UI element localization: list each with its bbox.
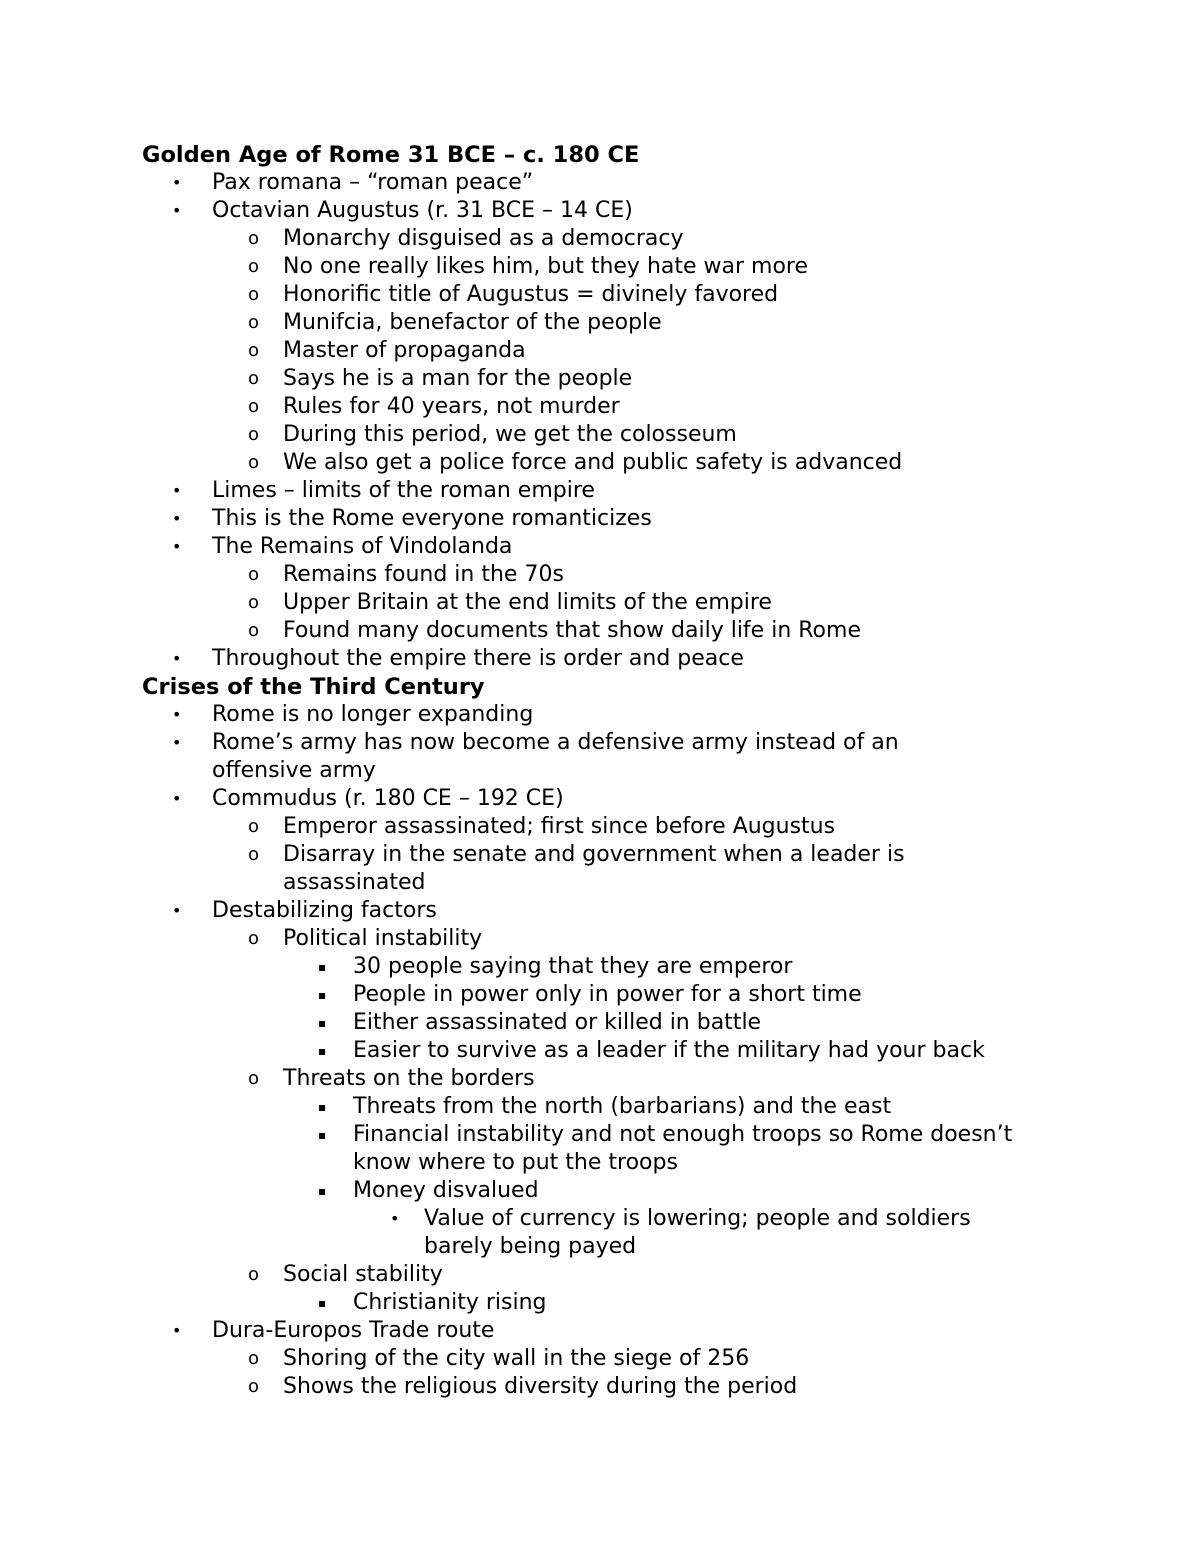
- list-item: [142, 841, 1102, 869]
- list-item-text: The Remains of Vindolanda: [212, 534, 513, 559]
- list-item-text: Rome is no longer expanding: [212, 702, 534, 727]
- list-item: [142, 197, 1102, 225]
- list-item: [142, 1261, 1102, 1289]
- square-marker-icon: ▪: [318, 1184, 327, 1198]
- list-item: [142, 729, 1102, 757]
- list-item-text: Emperor assassinated; first since before Augustus: [283, 814, 836, 839]
- circle-marker-icon: o: [248, 844, 260, 865]
- list-item: [142, 785, 1102, 813]
- circle-marker-icon: o: [248, 256, 260, 277]
- circle-marker-icon: o: [248, 1376, 260, 1397]
- list-item: [142, 1037, 1102, 1065]
- list-item: [142, 449, 1102, 477]
- list-item: [142, 1121, 1102, 1149]
- list-item-text: Value of currency is lowering; people and soldiers: [424, 1206, 971, 1231]
- bullet-marker-icon: •: [172, 201, 182, 220]
- list-item-text: barely being payed: [424, 1234, 637, 1259]
- list-item-continuation: [142, 869, 1102, 897]
- list-item-text: During this period, we get the colosseum: [283, 422, 737, 447]
- circle-marker-icon: o: [248, 1264, 260, 1285]
- list-item-text: Limes – limits of the roman empire: [212, 478, 595, 503]
- list-item: [142, 953, 1102, 981]
- list-item-text: 30 people saying that they are emperor: [353, 954, 793, 979]
- list-item-text: assassinated: [283, 870, 426, 895]
- list-item: [142, 225, 1102, 253]
- circle-marker-icon: o: [248, 816, 260, 837]
- list-item: [142, 253, 1102, 281]
- square-marker-icon: ▪: [318, 1296, 327, 1310]
- list-item-text: know where to put the troops: [353, 1150, 678, 1175]
- list-item: [142, 561, 1102, 589]
- square-marker-icon: ▪: [318, 1100, 327, 1114]
- list-item-text: Destabilizing factors: [212, 898, 437, 923]
- document-page: [142, 141, 1102, 1401]
- list-item-text: We also get a police force and public safety is advanced: [283, 450, 903, 475]
- list-item-text: Upper Britain at the end limits of the empire: [283, 590, 772, 615]
- list-item: [142, 533, 1102, 561]
- list-item-text: Financial instability and not enough troops so Rome doesn’t: [353, 1122, 1013, 1147]
- square-marker-icon: ▪: [318, 1016, 327, 1030]
- bullet-marker-icon: •: [172, 733, 182, 752]
- bullet-marker-icon: •: [390, 1209, 400, 1228]
- bullet-marker-icon: •: [172, 1321, 182, 1340]
- list-item-text: Either assassinated or killed in battle: [353, 1010, 762, 1035]
- list-item-text: Master of propaganda: [283, 338, 526, 363]
- circle-marker-icon: o: [248, 928, 260, 949]
- list-item-text: Remains found in the 70s: [283, 562, 564, 587]
- list-item: [142, 589, 1102, 617]
- list-item: [142, 1177, 1102, 1205]
- list-item: [142, 1345, 1102, 1373]
- list-item-text: Found many documents that show daily life in Rome: [283, 618, 861, 643]
- list-item-text: Honorific title of Augustus = divinely favored: [283, 282, 779, 307]
- circle-marker-icon: o: [248, 396, 260, 417]
- square-marker-icon: ▪: [318, 1128, 327, 1142]
- list-item-text: People in power only in power for a short time: [353, 982, 862, 1007]
- list-item-text: Munifcia, benefactor of the people: [283, 310, 662, 335]
- bullet-marker-icon: •: [172, 901, 182, 920]
- list-item-text: Shoring of the city wall in the siege of 256: [283, 1346, 750, 1371]
- list-item-text: Throughout the empire there is order and peace: [212, 646, 744, 671]
- list-item: [142, 925, 1102, 953]
- bullet-marker-icon: •: [172, 481, 182, 500]
- list-item: [142, 897, 1102, 925]
- list-item-text: Christianity rising: [353, 1290, 547, 1315]
- circle-marker-icon: o: [248, 620, 260, 641]
- section-heading: Crises of the Third Century: [142, 674, 485, 700]
- list-item: [142, 1205, 1102, 1233]
- circle-marker-icon: o: [248, 1068, 260, 1089]
- list-item-text: Pax romana – “roman peace”: [212, 170, 534, 195]
- list-item-text: Rules for 40 years, not murder: [283, 394, 620, 419]
- list-item-text: Money disvalued: [353, 1178, 539, 1203]
- bullet-marker-icon: •: [172, 173, 182, 192]
- list-item-text: Monarchy disguised as a democracy: [283, 226, 684, 251]
- circle-marker-icon: o: [248, 564, 260, 585]
- bullet-marker-icon: •: [172, 537, 182, 556]
- list-item: [142, 337, 1102, 365]
- list-item-text: Social stability: [283, 1262, 443, 1287]
- list-item: [142, 1317, 1102, 1345]
- list-item-text: Political instability: [283, 926, 483, 951]
- list-item-text: Disarray in the senate and government when a leader is: [283, 842, 905, 867]
- square-marker-icon: ▪: [318, 988, 327, 1002]
- list-item: [142, 505, 1102, 533]
- list-item: [142, 645, 1102, 673]
- list-item: [142, 701, 1102, 729]
- list-item-continuation: [142, 1149, 1102, 1177]
- list-item: [142, 421, 1102, 449]
- list-item: [142, 393, 1102, 421]
- circle-marker-icon: o: [248, 340, 260, 361]
- list-item: [142, 981, 1102, 1009]
- list-item-continuation: [142, 757, 1102, 785]
- square-marker-icon: ▪: [318, 960, 327, 974]
- list-item-text: Octavian Augustus (r. 31 BCE – 14 CE): [212, 198, 633, 223]
- list-item: [142, 1373, 1102, 1401]
- bullet-marker-icon: •: [172, 705, 182, 724]
- list-item-text: Shows the religious diversity during the period: [283, 1374, 798, 1399]
- list-item-text: Dura-Europos Trade route: [212, 1318, 495, 1343]
- list-item-text: This is the Rome everyone romanticizes: [212, 506, 652, 531]
- circle-marker-icon: o: [248, 424, 260, 445]
- list-item: [142, 1289, 1102, 1317]
- bullet-marker-icon: •: [172, 509, 182, 528]
- list-item: [142, 365, 1102, 393]
- bullet-marker-icon: •: [172, 789, 182, 808]
- list-item-text: Threats on the borders: [283, 1066, 535, 1091]
- list-item: [142, 281, 1102, 309]
- circle-marker-icon: o: [248, 592, 260, 613]
- list-item: [142, 1065, 1102, 1093]
- square-marker-icon: ▪: [318, 1044, 327, 1058]
- circle-marker-icon: o: [248, 452, 260, 473]
- circle-marker-icon: o: [248, 284, 260, 305]
- list-item-text: No one really likes him, but they hate war more: [283, 254, 809, 279]
- list-item-text: Rome’s army has now become a defensive army instead of an: [212, 730, 899, 755]
- list-item: [142, 477, 1102, 505]
- circle-marker-icon: o: [248, 312, 260, 333]
- circle-marker-icon: o: [248, 1348, 260, 1369]
- circle-marker-icon: o: [248, 368, 260, 389]
- list-item-continuation: [142, 1233, 1102, 1261]
- list-item-text: Easier to survive as a leader if the military had your back: [353, 1038, 985, 1063]
- list-item: [142, 1093, 1102, 1121]
- list-item-text: Threats from the north (barbarians) and the east: [353, 1094, 892, 1119]
- list-item: [142, 813, 1102, 841]
- list-item-text: Commudus (r. 180 CE – 192 CE): [212, 786, 564, 811]
- list-item: [142, 169, 1102, 197]
- list-item-text: Says he is a man for the people: [283, 366, 633, 391]
- section-heading: Golden Age of Rome 31 BCE – c. 180 CE: [142, 142, 640, 168]
- list-item-text: offensive army: [212, 758, 376, 783]
- list-item: [142, 309, 1102, 337]
- circle-marker-icon: o: [248, 228, 260, 249]
- list-item: [142, 617, 1102, 645]
- bullet-marker-icon: •: [172, 649, 182, 668]
- list-item: [142, 1009, 1102, 1037]
